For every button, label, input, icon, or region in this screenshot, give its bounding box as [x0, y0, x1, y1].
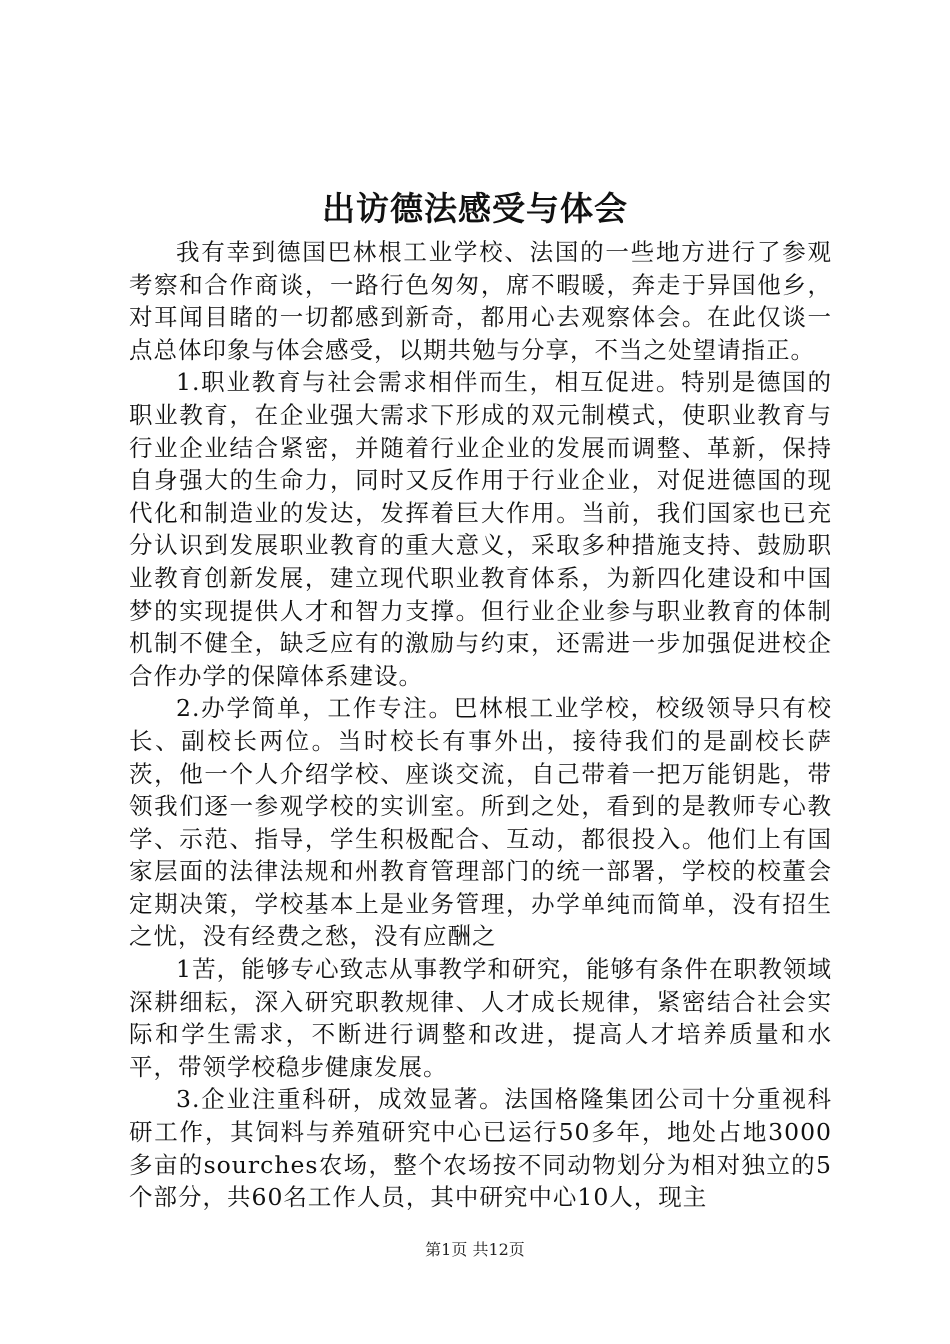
- page-number-footer: 第1页 共12页: [425, 1240, 525, 1259]
- paragraph-point-1: 1.职业教育与社会需求相伴而生，相互促进。特别是德国的职业教育，在企业强大需求下形成的双元制模式，使职业教育与行业企业结合紧密，并随着行业企业的发展而调整、革新，保持自身强大的生命力，同时又反作用于行业企业，对促进德国的现代化和制造业的发达，发挥着巨大作用。当前，我们国家也已充分认识到发展职业教育的重大意义，采取多种措施支持、鼓励职业教育创新发展，建立现代职业教育体系，为新四化建设和中国梦的实现提供人才和智力支撑。但行业企业参与职业教育的体制机制不健全，缺乏应有的激励与约束，还需进一步加强促进校企合作办学的保障体系建设。: [129, 368, 832, 690]
- paragraph-point-2-continued: 1苦，能够专心致志从事教学和研究，能够有条件在职教领域深耕细耘，深入研究职教规律、人才成长规律，紧密结合社会实际和学生需求，不断进行调整和改进，提高人才培养质量和水平，带领学校稳步健康发展。: [129, 955, 832, 1081]
- paragraph-point-2: 2.办学简单，工作专注。巴林根工业学校，校级领导只有校长、副校长两位。当时校长有事外出，接待我们的是副校长萨茨，他一个人介绍学校、座谈交流，自己带着一把万能钥匙，带领我们逐一参观学校的实训室。所到之处，看到的是教师专心教学、示范、指导，学生积极配合、互动，都很投入。他们上有国家层面的法律法规和州教育管理部门的统一部署，学校的校董会定期决策，学校基本上是业务管理，办学单纯而简单，没有招生之忧，没有经费之愁，没有应酬之: [129, 694, 832, 951]
- document-body: [129, 236, 832, 1214]
- document-title: 出访德法感受与体会: [322, 189, 628, 228]
- paragraph-point-3: 3.企业注重科研，成效显著。法国格隆集团公司十分重视科研工作，其饲料与养殖研究中心已运行50多年，地处占地3000多亩的sourches农场，整个农场按不同动物划分为相对独立的5个部分，共60名工作人员，其中研究中心10人，现主: [129, 1085, 832, 1212]
- paragraph-intro: 我有幸到德国巴林根工业学校、法国的一些地方进行了参观考察和合作商谈，一路行色匆匆，席不暇暖，奔走于异国他乡，对耳闻目睹的一切都感到新奇，都用心去观察体会。在此仅谈一点总体印象与体会感受，以期共勉与分享，不当之处望请指正。: [129, 238, 832, 364]
